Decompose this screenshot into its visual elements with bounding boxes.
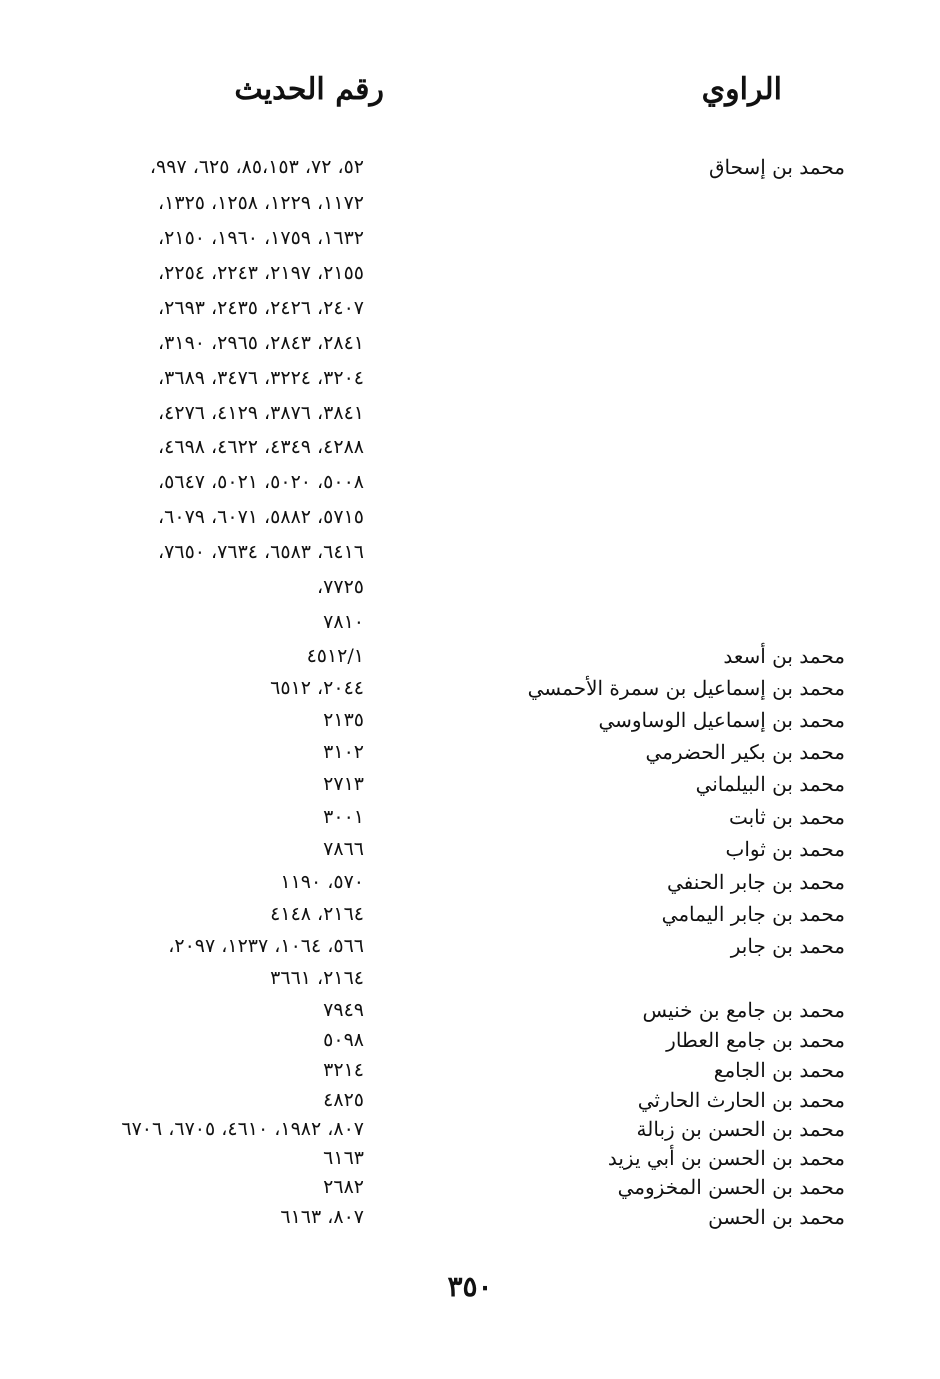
index-row: [0, 899, 940, 929]
hadith-numbers: ٥٦٦، ١٠٦٤، ١٢٣٧، ٢٠٩٧،: [168, 935, 364, 957]
narrator-name: محمد بن البيلماني: [695, 772, 845, 796]
narrator-name: محمد بن ثواب: [725, 837, 845, 861]
narrator-name: محمد بن إسماعيل بن سمرة الأحمسي: [527, 676, 845, 700]
index-row: [0, 1143, 940, 1173]
index-row: [0, 1172, 940, 1202]
index-row: [0, 537, 940, 567]
narrator-name: محمد بن الحسن: [708, 1205, 845, 1229]
index-row: [0, 802, 940, 832]
index-row: [0, 607, 940, 637]
narrator-name: محمد بن الحسن بن أبي يزيد: [607, 1146, 845, 1170]
hadith-numbers: ١٦٣٢، ١٧٥٩، ١٩٦٠، ٢١٥٠،: [158, 227, 364, 249]
index-row: [0, 673, 940, 703]
index-row: [0, 995, 940, 1025]
index-row: [0, 258, 940, 288]
hadith-numbers: ٥٠٩٨: [323, 1029, 364, 1051]
narrator-name: محمد بن إسماعيل الوساوسي: [598, 708, 845, 732]
hadith-numbers: ٢١٦٤، ٤١٤٨: [270, 903, 364, 925]
hadith-numbers: ٥٧٠، ١١٩٠: [280, 871, 364, 893]
index-row: [0, 1025, 940, 1055]
narrator-name: محمد بن جامع بن خنيس: [642, 998, 845, 1022]
hadith-numbers: ٧٨١٠: [323, 611, 364, 633]
index-row: [0, 737, 940, 767]
narrator-name: محمد بن أسعد: [723, 644, 845, 668]
page-number: ٣٥٠: [447, 1270, 493, 1303]
hadith-numbers: ٢١٣٥: [323, 709, 364, 731]
narrator-name: محمد بن جابر الحنفي: [667, 870, 845, 894]
narrator-name: محمد بن الجامع: [713, 1058, 845, 1082]
hadith-numbers: ٣٨٤١، ٣٨٧٦، ٤١٢٩، ٤٢٧٦،: [158, 402, 364, 424]
index-row: [0, 963, 940, 993]
hadith-numbers: ٢٤٠٧، ٢٤٢٦، ٢٤٣٥، ٢٦٩٣،: [158, 297, 364, 319]
index-row: [0, 432, 940, 462]
hadith-numbers: ٧٧٢٥،: [317, 576, 364, 598]
hadith-numbers: ٦١٦٣: [323, 1147, 364, 1169]
hadith-numbers: ٣٠٠١: [323, 806, 364, 828]
index-row: [0, 363, 940, 393]
hadith-numbers: ٢٦٨٢: [323, 1176, 364, 1198]
hadith-numbers: ٤٥١٢/١: [306, 645, 364, 667]
narrator-name: محمد بن الحارث الحارثي: [637, 1088, 845, 1112]
index-row: [0, 867, 940, 897]
index-row: [0, 293, 940, 323]
narrator-column-header: الراوي: [701, 72, 782, 107]
hadith-numbers: ٣١٠٢: [323, 741, 364, 763]
hadith-numbers: ٢٧١٣: [323, 773, 364, 795]
hadith-numbers: ٦٤١٦، ٦٥٨٣، ٧٦٣٤، ٧٦٥٠،: [158, 541, 364, 563]
hadith-numbers: ٤٨٢٥: [323, 1089, 364, 1111]
index-row: [0, 641, 940, 671]
narrator-name: محمد بن بكير الحضرمي: [645, 740, 845, 764]
hadith-numbers: ٢٨٤١، ٢٨٤٣، ٢٩٦٥، ٣١٩٠،: [158, 332, 364, 354]
index-row: [0, 931, 940, 961]
narrator-name: محمد بن إسحاق: [708, 155, 845, 179]
narrator-name: محمد بن الحسن المخزومي: [617, 1175, 845, 1199]
index-row: [0, 152, 940, 182]
index-row: [0, 834, 940, 864]
index-row: [0, 1055, 940, 1085]
index-row: [0, 223, 940, 253]
hadith-number-column-header: رقم الحديث: [234, 72, 384, 107]
hadith-numbers: ٨٠٧، ١٩٨٢، ٤٦١٠، ٦٧٠٥، ٦٧٠٦: [121, 1118, 364, 1140]
index-row: [0, 769, 940, 799]
narrator-name: محمد بن جابر: [730, 934, 845, 958]
hadith-numbers: ٥٧١٥، ٥٨٨٢، ٦٠٧١، ٦٠٧٩،: [158, 506, 364, 528]
hadith-numbers: ٢٠٤٤، ٦٥١٢: [270, 677, 364, 699]
hadith-numbers: ٧٨٦٦: [323, 838, 364, 860]
hadith-numbers: ٢١٦٤، ٣٦٦١: [270, 967, 364, 989]
hadith-numbers: ٣٢٠٤، ٣٢٢٤، ٣٤٧٦، ٣٦٨٩،: [158, 367, 364, 389]
index-row: [0, 502, 940, 532]
hadith-numbers: ٥٠٠٨، ٥٠٢٠، ٥٠٢١، ٥٦٤٧،: [158, 471, 364, 493]
narrator-name: محمد بن جامع العطار: [666, 1028, 845, 1052]
hadith-numbers: ١١٧٢، ١٢٢٩، ١٢٥٨، ١٣٢٥،: [158, 192, 364, 214]
hadith-numbers: ٢١٥٥، ٢١٩٧، ٢٢٤٣، ٢٢٥٤،: [158, 262, 364, 284]
index-row: [0, 572, 940, 602]
index-row: [0, 1085, 940, 1115]
index-row: [0, 1202, 940, 1232]
index-row: [0, 467, 940, 497]
hadith-numbers: ٤٢٨٨، ٤٣٤٩، ٤٦٢٢، ٤٦٩٨،: [158, 436, 364, 458]
hadith-numbers: ٣٢١٤: [323, 1059, 364, 1081]
narrator-name: محمد بن جابر اليمامي: [661, 902, 845, 926]
hadith-numbers: ٥٢، ٧٢، ٨٥،١٥٣، ٦٢٥، ٩٩٧،: [149, 156, 364, 178]
index-row: [0, 188, 940, 218]
index-row: [0, 328, 940, 358]
index-row: [0, 705, 940, 735]
index-row: [0, 398, 940, 428]
narrator-name: محمد بن الحسن بن زبالة: [636, 1117, 845, 1141]
hadith-numbers: ٨٠٧، ٦١٦٣: [280, 1206, 364, 1228]
index-row: [0, 1114, 940, 1144]
hadith-numbers: ٧٩٤٩: [323, 999, 364, 1021]
narrator-name: محمد بن ثابت: [728, 805, 845, 829]
